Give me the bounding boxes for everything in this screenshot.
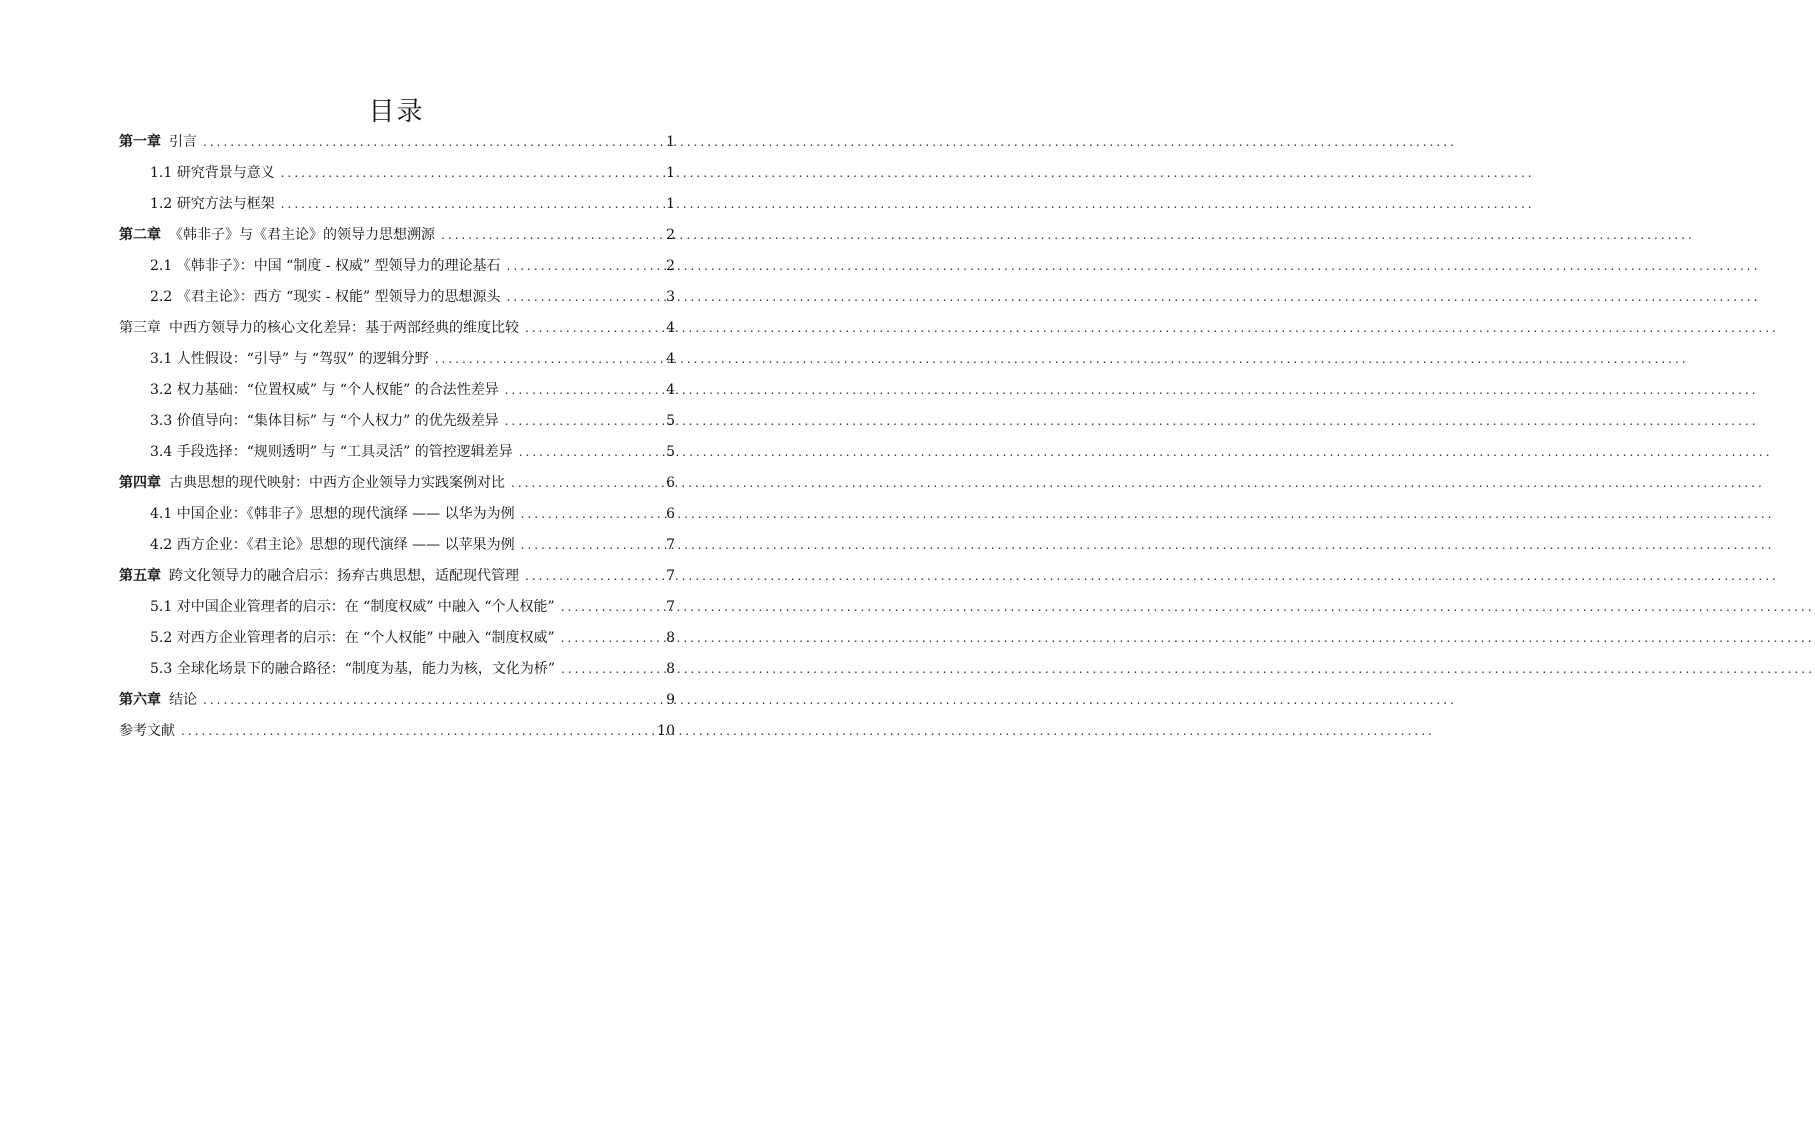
dot-leader [203,127,659,158]
dot-leader [281,158,659,189]
toc-entry-text: 跨文化领导力的融合启示：扬弃古典思想，适配现代管理 [169,568,519,584]
toc-entry-section-4-1[interactable] [119,499,675,530]
document-page [0,0,793,1122]
toc-entry-section-3-4[interactable] [119,437,675,468]
toc-entry-section-5-1[interactable] [119,592,675,623]
toc-entry-chapter-3[interactable] [119,313,675,344]
toc-entry-label [119,313,519,344]
toc-entry-section-5-2[interactable] [119,623,675,654]
page-number: 1 [666,196,675,212]
toc-entry-section-5-3[interactable] [119,654,675,685]
toc-entry-text: 古典思想的现代映射：中西方企业领导力实践案例对比 [169,475,505,491]
page-number: 8 [666,661,675,677]
page-number: 1 [666,165,675,181]
toc-entry-text: 中西方领导力的核心文化差异：基于两部经典的维度比较 [169,320,519,336]
toc-entry-text: 5.3 全球化场景下的融合路径：“制度为基，能力为核，文化为桥” [150,661,556,677]
page-number: 1 [666,134,675,150]
toc-entry-section-2-1[interactable] [119,251,675,282]
page-number: 5 [666,444,675,460]
toc-entry-text: 《韩非子》与《君主论》的领导力思想溯源 [169,227,435,243]
toc-entry-text: 3.3 价值导向：“集体目标” 与 “个人权力” 的优先级差异 [150,413,499,429]
page-number: 10 [657,723,675,739]
toc-entry-label [119,468,505,499]
toc-entry-section-3-1[interactable] [119,344,675,375]
chapter-number: 第三章 [119,320,161,336]
toc-entry-text: 4.2 西方企业：《君主论》思想的现代演绎 —— 以苹果为例 [150,537,515,553]
toc-entry-text: 3.1 人性假设：“引导” 与 “驾驭” 的逻辑分野 [150,351,429,367]
toc-entry-text: 5.2 对西方企业管理者的启示：在 “个人权能” 中融入 “制度权威” [150,630,555,646]
toc-entry-label [119,561,519,592]
dot-leader [203,685,659,716]
toc-entry-section-4-2[interactable] [119,530,675,561]
dot-leader [521,499,659,530]
dot-leader [525,561,659,592]
page-number: 7 [666,599,675,615]
toc-entry-text: 3.4 手段选择：“规则透明” 与 “工具灵活” 的管控逻辑差异 [150,444,513,460]
dot-leader [435,344,659,375]
toc-entry-chapter-5[interactable] [119,561,675,592]
chapter-number: 第五章 [119,568,161,584]
page-number: 3 [666,289,675,305]
page-number: 6 [666,506,675,522]
page-number: 4 [666,382,675,398]
chapter-number: 第二章 [119,227,161,243]
toc-list [119,127,675,747]
dot-leader [561,623,659,654]
page-number: 4 [666,320,675,336]
toc-entry-text: 1.2 研究方法与框架 [150,196,275,212]
dot-leader [561,592,659,623]
toc-entry-chapter-1[interactable] [119,127,675,158]
toc-entry-text: 3.2 权力基础：“位置权威” 与 “个人权能” 的合法性差异 [150,382,499,398]
toc-entry-label [119,220,435,251]
dot-leader [181,716,651,747]
toc-entry-text: 2.2 《君主论》：西方 “现实 - 权能” 型领导力的思想源头 [150,289,501,305]
toc-title: 目录 [368,97,425,127]
toc-entry-chapter-2[interactable] [119,220,675,251]
page-number: 4 [666,351,675,367]
chapter-number: 第六章 [119,692,161,708]
dot-leader [505,406,659,437]
dot-leader [507,282,659,313]
dot-leader [519,437,659,468]
toc-entry-text: 引言 [169,134,197,150]
page-number: 8 [666,630,675,646]
page-number: 5 [666,413,675,429]
dot-leader [507,251,659,282]
toc-entry-chapter-4[interactable] [119,468,675,499]
dot-leader [505,375,659,406]
toc-entry-text: 4.1 中国企业：《韩非子》思想的现代演绎 —— 以华为为例 [150,506,515,522]
chapter-number: 第四章 [119,475,161,491]
toc-entry-section-1-1[interactable] [119,158,675,189]
dot-leader [441,220,659,251]
dot-leader [525,313,659,344]
dot-leader [561,654,659,685]
toc-entry-text: 5.1 对中国企业管理者的启示：在 “制度权威” 中融入 “个人权能” [150,599,555,615]
toc-entry-text: 2.1 《韩非子》：中国 “制度 - 权威” 型领导力的理论基石 [150,258,501,274]
toc-entry-text: 结论 [169,692,197,708]
page-number: 9 [666,692,675,708]
toc-entry-section-1-2[interactable] [119,189,675,220]
toc-entry-section-3-2[interactable] [119,375,675,406]
chapter-number: 第一章 [119,134,161,150]
page-number: 2 [666,227,675,243]
page-number: 2 [666,258,675,274]
dot-leader [281,189,659,220]
toc-entry-chapter-6[interactable] [119,685,675,716]
toc-entry-label [119,685,197,716]
dot-leader [521,530,659,561]
dot-leader [511,468,659,499]
toc-entry-section-3-3[interactable] [119,406,675,437]
toc-entry-text: 参考文献 [119,723,175,739]
page-number: 6 [666,475,675,491]
toc-entry-label [119,127,197,158]
page-number: 7 [666,537,675,553]
toc-entry-references[interactable] [119,716,675,747]
toc-entry-section-2-2[interactable] [119,282,675,313]
page-number: 7 [666,568,675,584]
toc-entry-text: 1.1 研究背景与意义 [150,165,275,181]
